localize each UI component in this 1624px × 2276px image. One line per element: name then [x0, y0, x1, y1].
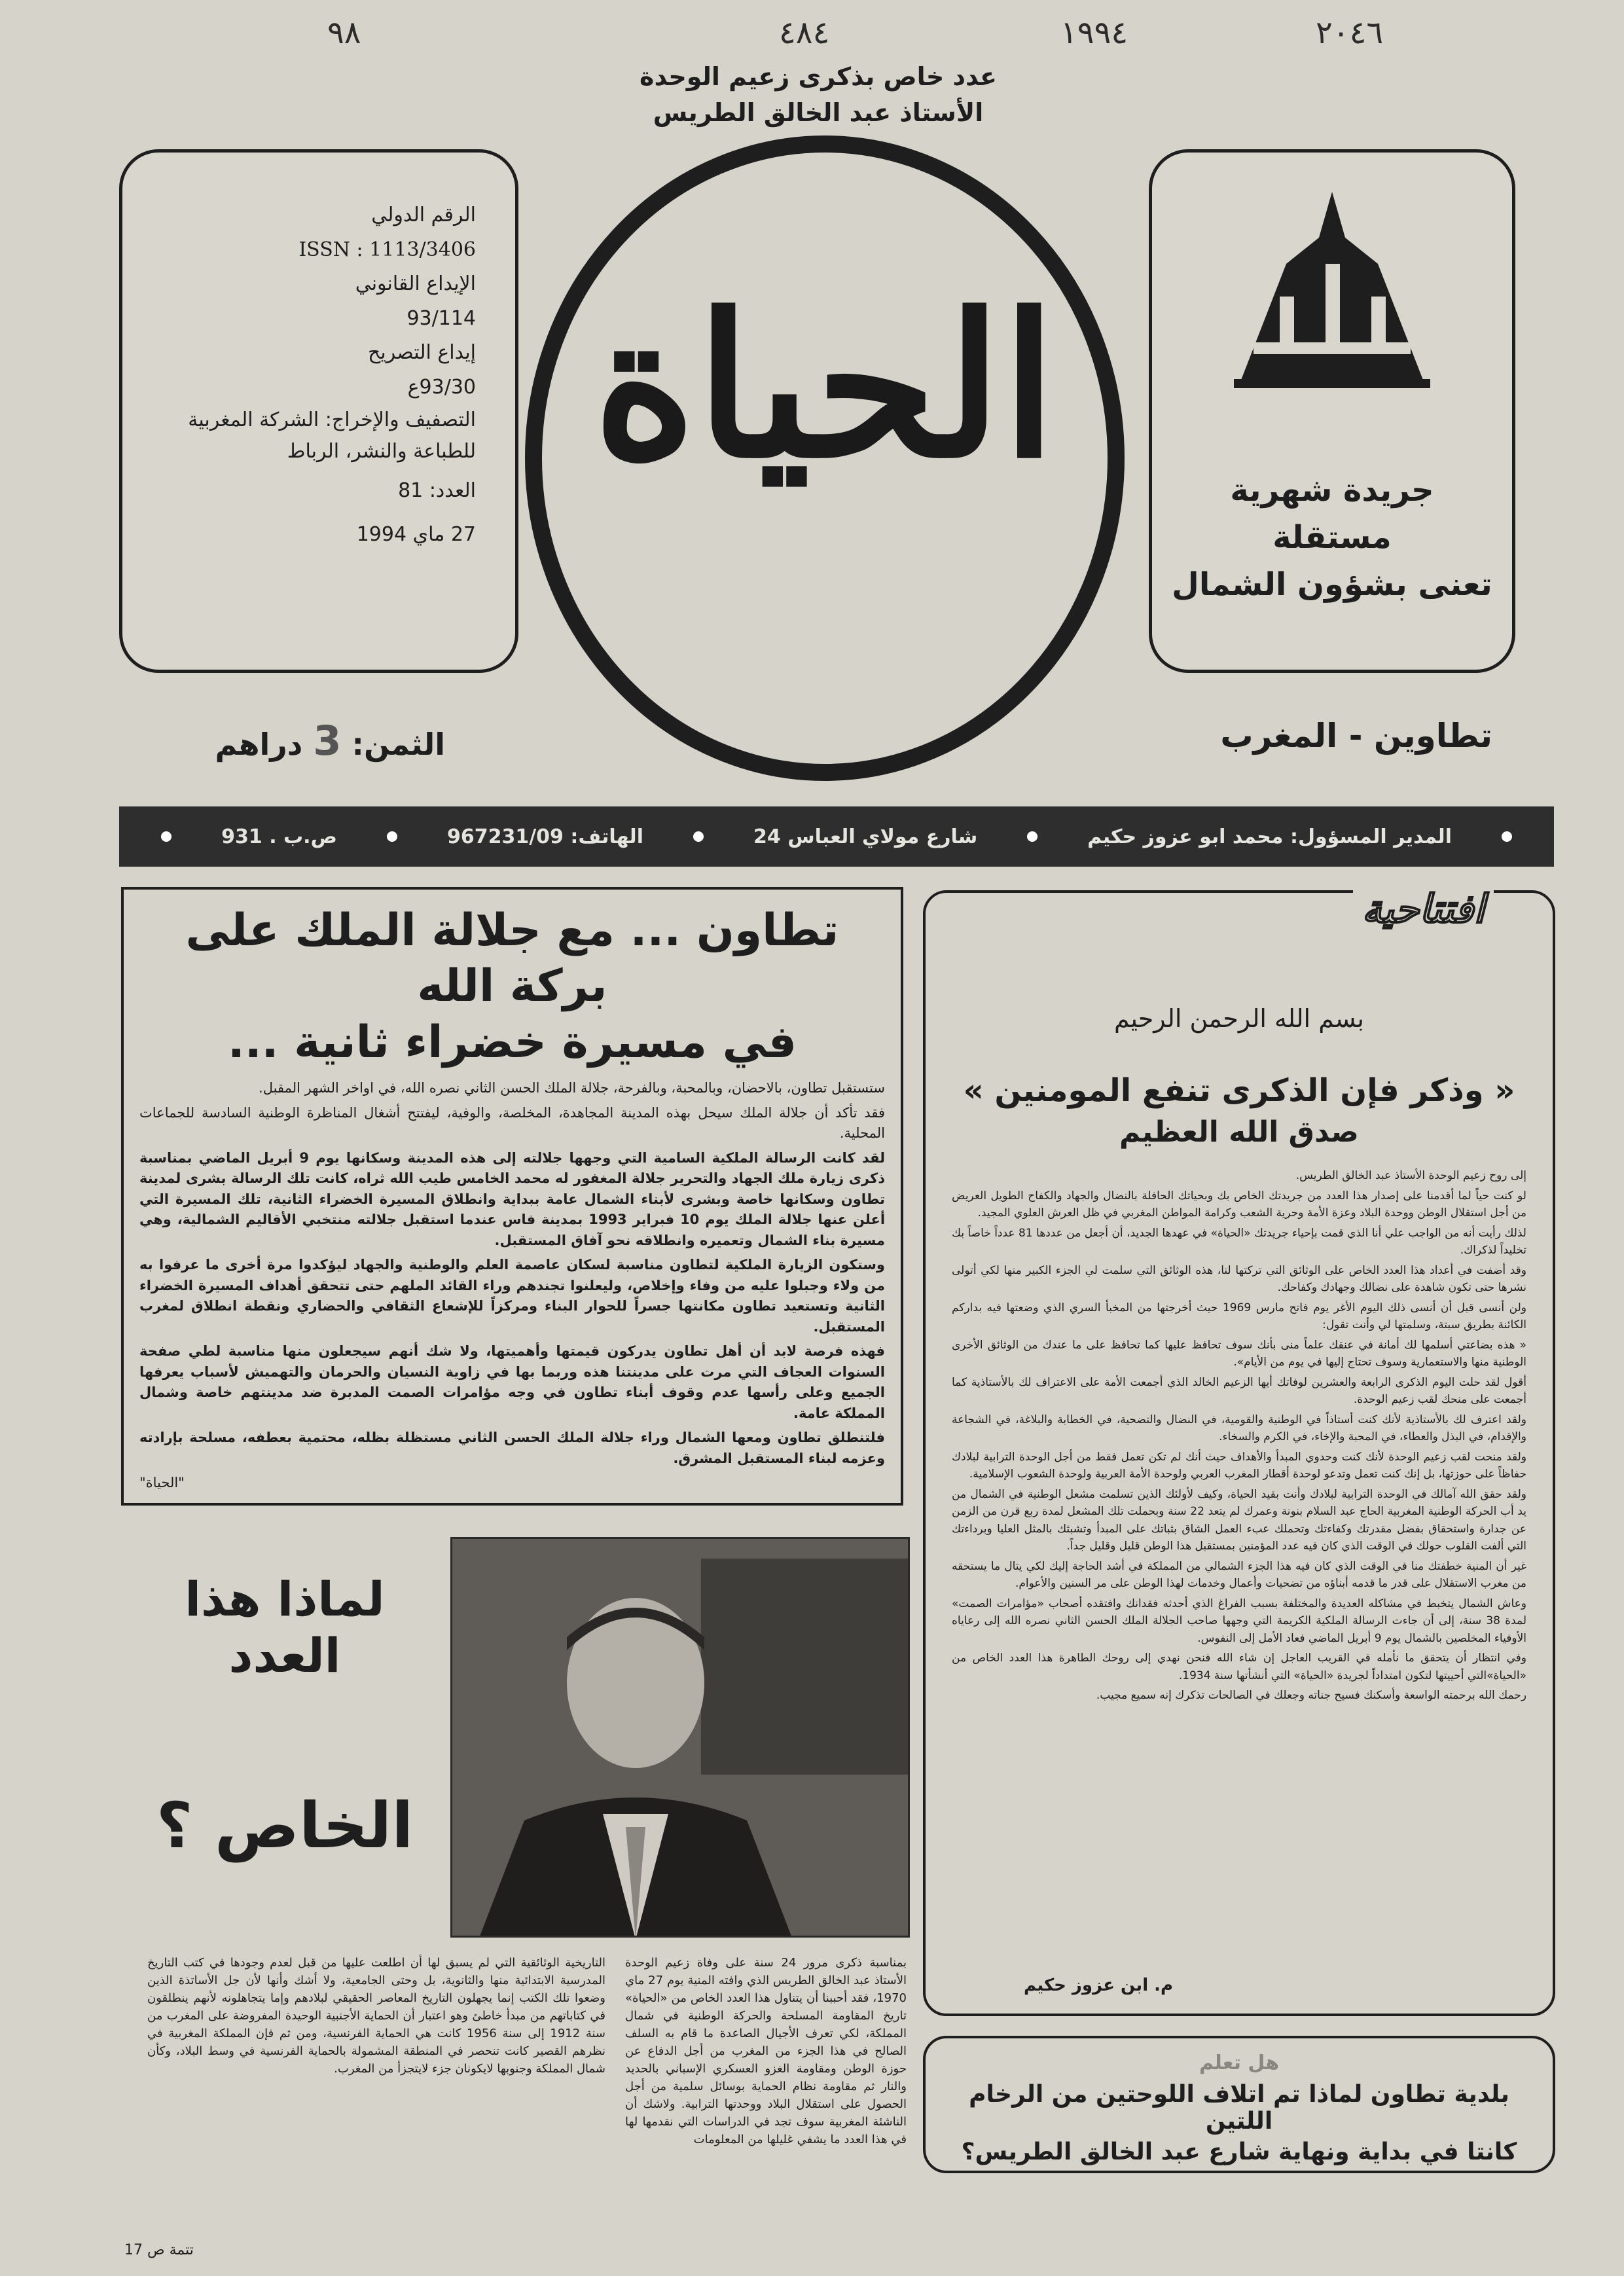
tower-emblem-icon [1208, 185, 1456, 401]
bullet-icon [161, 831, 171, 842]
article-paragraph: لقد كانت الرسالة الملكية السامية التي وجهها جلالته إلى هذه المدينة وسكانها يوم 9 أبريل الماضي بمناسبة ذكرى زيارة ملك الجهاد والتحرير جلالة المغفور له محمد الخامس طيب الله ثراه، كانت تلك الرسالة بشرى لمدينة تطاون وسكانها خاصة وبشرى لأبناء الشمال عامة ببداية وانطلاق المسيرة الخضراء الثانية، تلك المسيرة التي أعلن عنها جلالة الملك يوم 10 فبراير 1993 بمدينة فاس عندما استقبل جلالته منتخبي الأقاليم الشمالية، وهي مسيرة بناء الشمال وتعميره وانطلاقه نحو آفاق المستقبل. [139, 1149, 886, 1248]
bullet-icon [1027, 831, 1038, 842]
newspaper-name: الحياة [593, 270, 1056, 501]
handwritten-number: ٢٠٤٦ [1316, 14, 1384, 51]
continued-note: تتمة ص 17 [124, 2242, 194, 2258]
issn-number: ISSN : 1113/3406 [298, 238, 476, 261]
price-value: 3 [313, 717, 342, 765]
editorial-signature: م. ابن عزوز حكيم [1024, 1976, 1174, 1995]
street-address: شارع مولاي العباس 24 [753, 825, 978, 848]
article-paragraph: فلتنطلق تطاون ومعها الشمال وراء جلالة الملك الحسن الثاني مستظلة بظله، محتمية بعطفه، مسلحة بإرادته وعزمه لبناء المستقبل المشرق. [139, 1430, 885, 1466]
editorial-paragraph: ولقد منحت لقب زعيم الوحدة لأنك كنت وحدوي المبدأ والأهداف حيث أنك لم تكن تعمل فقط من أجل الوحدة الترابية لبلادك حفاظاً على حوزتها، بل إنك كنت تعمل وتدعو لوحدة أقطار المغرب العربي ولوحدة الأمة العربية ولوحدة الشعوب الإسلامية. [952, 1450, 1526, 1481]
desc-line: تعنى بشؤون الشمال [1172, 566, 1492, 603]
editorial-paragraph: وقد أضفت في أعداد هذا العدد الخاص على الوثائق التي تركتها لنا، هذه الوثائق التي سلمت لي الجزء الكبير منها لكي أتولى نشرها حتى تكون شاهدة على نضالك وجهادك وكفاحك. [952, 1263, 1526, 1295]
notice-line: عدد خاص بذكرى زعيم الوحدة [640, 62, 997, 91]
article-paragraph: فقد تأكد أن جلالة الملك سيحل بهذه المدينة المجاهدة، المخلصة، والوفية، ليفتتح أشغال المناظرة الوطنية السادسة للجماعات المحلية. [139, 1104, 885, 1142]
editorial-paragraph: أقول لقد حلت اليوم الذكرى الرابعة والعشرين لوفاتك أيها الزعيم الخالد الذي أجمعت الأمة على الاعتراف لك بالأستاذية كما أجمعت على منحك لقب زعيم الوحدة. [952, 1375, 1526, 1407]
issue-value: 81 [398, 479, 424, 502]
quran-verse: « وذكر فإن الذكرى تنفع المومنين » [963, 1072, 1515, 1109]
why-issue-column-right: بمناسبة ذكرى مرور 24 سنة على وفاة زعيم الوحدة الأستاذ عبد الخالق الطريس الذي وافته المنية يوم 27 ماي 1970، فقد أحببنا أن يتناول هذا العدد الخاص من «الحياة» تاريخ المقاومة المسلحة والحركة الوطنية في شمال المملكة، لكي تعرف الأجيال الصاعدة ما قام به السلف الصالح في هذا الجزء من المغرب من أجل الدفاع عن حوزة الوطن ومقاومة الغزو العسكري الإسباني بالحديد والنار ثم مقاومة نظام الحماية بوسائل سلمية من أجل الحصول على استقلال البلاد ووحدتها الترابية. ولاشك أن الناشئة المغربية سوف تجد في الدراسات التي نقدمها لها في هذا العدد ما يشفي غليلها من المعلومات [625, 1956, 907, 2146]
issue-label: العدد: [429, 479, 476, 502]
question-line: بلدية تطاون لماذا تم اتلاف اللوحتين من الرخام اللتين [969, 2081, 1509, 2135]
legal-deposit-label: الإيداع القانوني [355, 272, 476, 295]
editorial-paragraph: ولن أنسى قبل أن أنسى ذلك اليوم الأغر يوم فاتح مارس 1969 حيث أخرجتها من المخبأ السري الذي وضعتها فيه بداركم الكائنة بطريق سبتة، وسلمتها لي وأنت تقول: [952, 1301, 1526, 1332]
description-box [1149, 149, 1515, 673]
desc-line: جريدة شهرية [1230, 472, 1434, 509]
declaration-label: إيداع التصريح [367, 341, 476, 364]
price [183, 717, 445, 765]
director: المدير المسؤول: محمد ابو عزوز حكيم [1087, 825, 1452, 848]
main-headline-1: تطاون ... مع جلالة الملك على بركة الله [185, 905, 839, 1012]
editorial-paragraph: غير أن المنية خطفتك منا في الوقت الذي كان فيه هذا الجزء الشمالي من المملكة في أشد الحاجة إليك لكي يتال ما يستحقه من مغرب الاستقلال على قدر ما قدمه أبناؤه من تضحيات وأعمال وخدمات لهذا الوطن على مر السنين والأعوام. [952, 1559, 1526, 1591]
why-issue-column-left: التاريخية الوثائقية التي لم يسبق لها أن اطلعت عليها من قبل لعدم وجودها في كتب التاريخ المدرسية الابتدائية منها والثانوية، بل وحتى الجامعية، ولا أشك وأنها لأن جل الأساتذة الذين وضعوا تلك الكتب إنما يجهلون التاريخ المعاصر الحقيقي لبلادهم وإما يتجاهلونه لأنهم ينطلقون في كتاباتهم من مبدأ خاطئ وهو اعتبار أن الحماية الأجنبية الوحيدة المفروضة على المغرب من سنة 1912 إلى سنة 1956 كانت هي الحماية الفرنسية، ومن ثم فإن المملكة المغربية في نظرهم القصير كانت تنحصر في المنطقة المشمولة بالحماية الفرنسية في وسط البلاد، وكأن شمال المملكة وجنوبها لايكونان جزء لايتجزأ من المغرب. [147, 1956, 605, 2076]
editorial-label: افتتاحية [1353, 886, 1494, 932]
issue-number [162, 474, 476, 509]
editorial-paragraph: ولقد حقق الله آمالك في الوحدة الترابية لبلادك وأنت بقيد الحياة، وكيف لأولئك الذين تسلمت مشعل الوطنية في الشمال من يد أب الحركة الوطنية المغربية الحاج عبد السلام بنونة وعمرك لم يتعد 22 سنة وبحملت تلك المشعل لمدة ربع قرن من الزمن عن جدارة واستحقاق بفضل مقدرتك وكفاءتك وتحملك عبء العمل الشاق بثباتك على المبدأ وتشبثك بالمثل العليا وبرداءتك التي ألفت القلوب حولك في الوقت الذي كان فيه عدد المؤمنين بمستقبل هذا الوطن قليل وقليل جداً. [952, 1487, 1527, 1553]
why-issue-title-line2: الخاص ؟ [156, 1788, 414, 1862]
question-line: كانتا في بداية ونهاية شارع عبد الخالق الطريس؟ [961, 2139, 1517, 2165]
editorial-paragraph: إلى روح زعيم الوحدة الأستاذ عبد الخالق الطريس. [1295, 1169, 1526, 1182]
article-signature: "الحياة" [139, 1475, 185, 1491]
editorial-paragraph: « هذه بضاعتي أسلمها لك أمانة في عنقك علماً منى بأنك سوف تحافظ عليها كما تحافظ على ما عندك من الوثائق الأخرى الوطنية منها والاستعمارية وسوف تحتاج إليها في يوم من الأيام». [952, 1338, 1526, 1369]
declaration-value: 93/30ع [407, 375, 476, 399]
editorial-box [923, 886, 1555, 2016]
bullet-icon [387, 831, 397, 842]
handwritten-year: ١٩٩٤ [1060, 14, 1128, 51]
bullet-icon [1502, 831, 1512, 842]
question-box[interactable] [923, 2036, 1555, 2173]
bullet-icon [693, 831, 704, 842]
issue-date: 27 ماي 1994 [356, 522, 476, 546]
publication-info-box [119, 149, 518, 673]
portrait-photo [450, 1537, 910, 1938]
description-text [1165, 467, 1499, 608]
handwritten-number: ٩٨ [327, 14, 361, 51]
editorial-paragraph: لو كنت حياً لما أقدمنا على إصدار هذا العدد من جريدتك الخاص بك وبحياتك الحافلة بالنضال والجهاد والكفاح الطويل العريض من أجل استقلال الوطن ووحدة البلاد وعزة الأمة وحرية الشعب وكرامة المواطن المغربي في ظل العرش العلوي المجيد. [952, 1189, 1526, 1220]
price-label: الثمن: [352, 727, 445, 762]
price-unit: دراهم [215, 727, 303, 762]
special-issue-notice [589, 59, 1047, 131]
notice-line: الأستاذ عبد الخالق الطريس [653, 98, 984, 128]
phone: الهاتف: 967231/09 [446, 825, 643, 848]
desc-line: مستقلة [1272, 519, 1392, 556]
question-label: هل تعلم [1199, 2051, 1279, 2074]
article-paragraph: وستكون الزيارة الملكية لتطاون مناسبة لسكان عاصمة العلم والوطنية والجهاد ليؤكدوا مرة أخرى ما عرفوا به من ولاء وجبلوا عليه من وفاء وإخلاص، وليعلنوا تجندهم وراء القائد الملهم حتى تتحقق أهداف المسيرة الخضراء الثانية وتستعيد تطاون مكانتها جسراً للحوار البناء ومركزاً للإشعاع الثقافي والحضاري ونقطة انطلاق لمغرب المستقبل. [139, 1257, 885, 1335]
editorial-paragraph: رحمك الله برحمته الواسعة وأسكنك فسيح جناته وجعلك في الصالحات تذكرك إنه سميع مجيب. [1096, 1689, 1526, 1703]
editorial-paragraph: ولقد اعترف لك بالأستاذية لأنك كنت أستاذاً في الوطنية والقومية، في النضال والتضحية، في الخطابة والبلاغة، في الشجاعة والإقدام، في البذل والعطاء، في المحبة والإخاء، في الكرم والسخاء. [952, 1413, 1526, 1444]
basmala: بسم الله الرحمن الرحيم [1114, 1004, 1364, 1033]
printer-info: التصفيف والإخراج: الشركة المغربية للطباعة والنشر، الرباط [188, 408, 476, 463]
editorial-paragraph: وعاش الشمال يتخبط في مشاكله العديدة والمختلفة بسبب الفراغ الذي أحدثه فقدانك وافتقده أصحاب «مؤامرات الصمت» لمدة 38 سنة، إلى أن جاءت الرسالة الملكية الكريمة التي وجهها صاحب الجلالة الملك الحسن الثاني نصره الله إلى رعاياه الأوفياء المخلصين بالشمال يوم 9 أبريل الماضي فعاد الأمل إلى النفوس. [952, 1597, 1527, 1645]
info-bar [119, 806, 1554, 867]
main-headline-2: في مسيرة خضراء ثانية ... [228, 1017, 797, 1068]
handwritten-number: ٤٨٤ [779, 14, 830, 51]
issn-label: الرقم الدولي [371, 204, 476, 226]
article-paragraph: فهذه فرصة لابد أن أهل تطاون يدركون قيمتها وأهميتها، ولا شك أنهم سيجعلون منها مناسبة لطي صفحة السنوات العجاف التي مرت على مدينتنا هذه وربما بها في زاوية النسيان والحرمان والتهميش لأسباب يعرفها الجميع وعلى رأسها عدم وقوف أبناء تطاون في وجه مؤامرات الصمت المدبرة ضد مدينتهم خاصة وشمال المملكة عامة. [139, 1343, 885, 1421]
why-issue-title [131, 1571, 439, 1862]
article-paragraph: ستستقبل تطاون، بالاحضان، وبالمحبة، وبالفرحة، جلالة الملك الحسن الثاني نصره الله، في اواخر الشهر المقبل. [259, 1080, 885, 1096]
legal-deposit-value: 93/114 [406, 306, 476, 330]
why-issue-title-line1: لماذا هذا العدد [185, 1572, 385, 1684]
city: تطاوين - المغرب [1220, 717, 1492, 755]
editorial-paragraph: وفي انتظار أن يتحقق ما نأمله في القريب العاجل إن شاء الله فنحن نهدي إلى روحك الطاهرة هذا العدد الخاص من «الحياة»التي أحييتها لتكون امتداداً لجريدة «الحياة» التي أنشأتها سنة 1934. [952, 1652, 1526, 1682]
po-box: ص.ب . 931 [221, 825, 337, 848]
verse-closing: صدق الله العظيم [1119, 1115, 1359, 1149]
main-article [121, 887, 903, 1506]
masthead-logo [517, 131, 1132, 786]
portrait-icon [452, 1539, 910, 1938]
editorial-paragraph: لذلك رأيت أنه من الواجب علي أنا الذي قمت بإحياء جريدتك «الحياة» في عهدها الجديد، أن أجعل من عددها 81 عدداً خاصاً بك تخليداً لذكراك. [952, 1226, 1526, 1257]
